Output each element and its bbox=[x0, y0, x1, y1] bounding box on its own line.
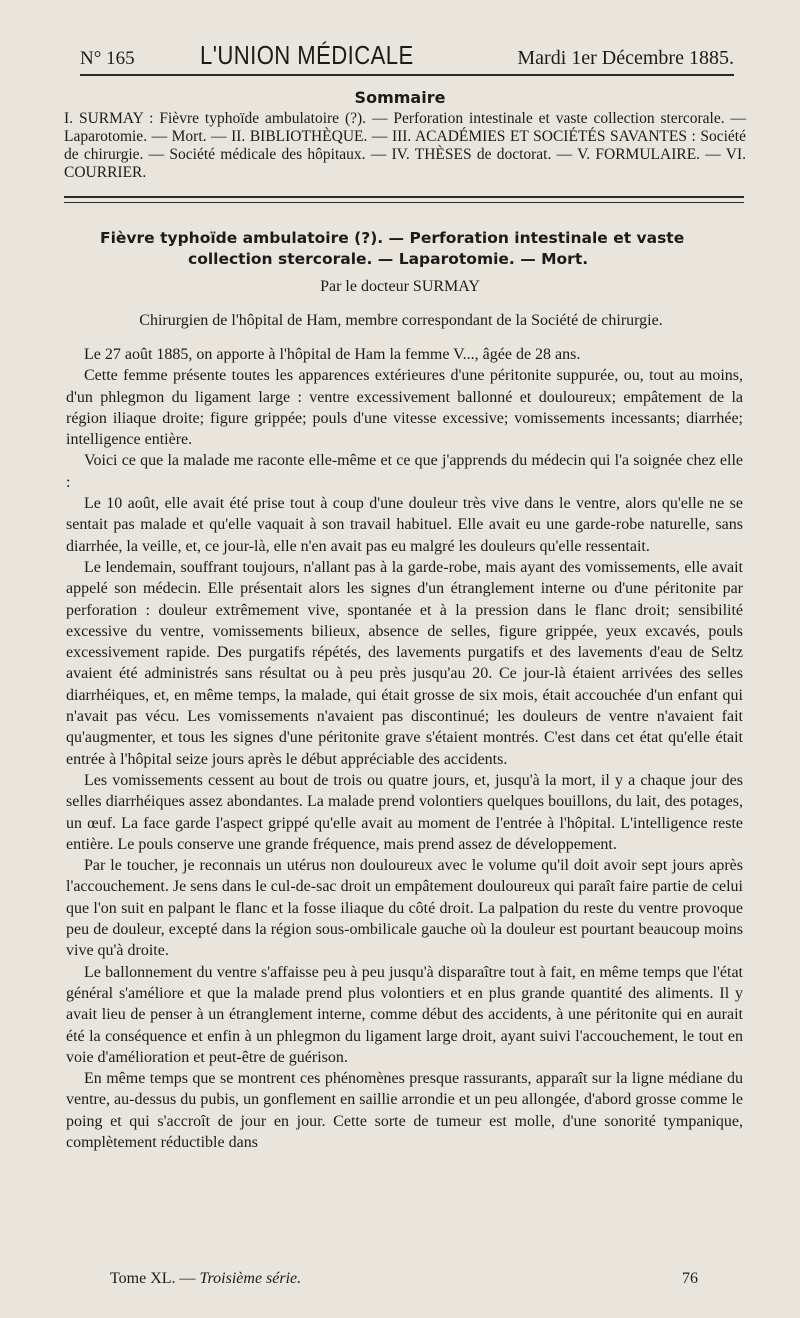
article-title-line-1: Fièvre typhoïde ambulatoire (?). — Perforation intestinale et vaste bbox=[100, 229, 685, 247]
issue-number: N° 165 bbox=[80, 48, 135, 69]
page-number: 76 bbox=[682, 1270, 698, 1287]
paragraph: Voici ce que la malade me raconte elle-même et ce que j'apprends du médecin qui l'a soignée chez elle : bbox=[66, 452, 743, 491]
article-author: Par le docteur SURMAY bbox=[320, 278, 480, 295]
paragraph: Le lendemain, souffrant toujours, n'allant pas à la garde-robe, mais ayant des vomissements, elle avait appelé son médecin. Elle présentait alors les signes d'un étranglement interne ou d'une péritonite par perforation : douleur extrêmement vive, spontanée et à la pression dans le flanc droit; sensibilité excessive du ventre, vomissements bilieux, absence de selles, figure grippée, yeux excavés, pouls excessivement rapide. Des purgatifs répétés, des lavements purgatifs et des lavements d'eau de Seltz avaient été administrés sans résultat ou à peu près jusqu'au 20. Ce jour-là étaient arrivées des selles diarrhéiques, et, en même temps, la malade, qui était grosse de six mois, était accouchée d'un enfant qui n'avait pas vécu. Les vomissements n'avaient pas discontinué; les douleurs de ventre n'avaient fait qu'augmenter, et tous les signes d'une péritonite grave s'étaient montrés. C'est dans cet état qu'elle était entrée à l'hôpital seize jours après le début appréciable des accidents. bbox=[66, 558, 743, 768]
article-body bbox=[66, 344, 743, 1153]
footer-series: Troisième série. bbox=[199, 1270, 302, 1287]
article-title bbox=[100, 228, 740, 270]
issue-date: Mardi 1er Décembre 1885. bbox=[517, 47, 734, 69]
paragraph: Le 27 août 1885, on apporte à l'hôpital de Ham la femme V..., âgée de 28 ans. bbox=[84, 346, 581, 363]
article-title-line-2: collection stercorale. — Laparotomie. — Mort. bbox=[188, 250, 589, 268]
page-header bbox=[80, 40, 734, 76]
summary-text: I. SURMAY : Fièvre typhoïde ambulatoire (?). — Perforation intestinale et vaste collection stercorale. — Laparotomie. — Mort. — II. BIBLIOTHÈQUE. — III. ACADÉMIES ET SOCIÉTÉS SAVANTES : Société de chirurgie. — Société médicale des hôpitaux. — IV. THÈSES de doctorat. — V. FORMULAIRE. — VI. COURRIER. bbox=[64, 110, 746, 181]
paragraph: Le ballonnement du ventre s'affaisse peu à peu jusqu'à disparaître tout à fait, en même temps que l'état général s'améliore et que la malade prend plus volontiers et en plus grande quantité des aliments. Il y avait lieu de penser à un étranglement interne, comme début des accidents, à une péritonite qui en aurait été la conséquence et enfin à un phlegmon du ligament large droit, ayant suivi l'accouchement, le tout en voie d'amélioration et peut-être de guérison. bbox=[66, 963, 743, 1066]
paragraph: Les vomissements cessent au bout de trois ou quatre jours, et, jusqu'à la mort, il y a chaque jour des selles diarrhéiques assez abondantes. La malade prend volontiers quelques bouillons, du lait, des potages, un œuf. La face garde l'aspect grippé qu'elle avait au moment de l'entrée à l'hôpital. L'intelligence reste entière. Le pouls conserve une grande fréquence, mais prend assez de développement. bbox=[66, 771, 743, 853]
double-rule-divider bbox=[64, 196, 744, 203]
paragraph: Cette femme présente toutes les apparences extérieures d'une péritonite suppurée, ou, tout au moins, d'un phlegmon du ligament large : ventre excessivement ballonné et douloureux; empâtement de la région iliaque droite; figure grippée; pouls d'une vitesse excessive; vomissements incessants; diarrhée; intelligence entière. bbox=[66, 367, 743, 449]
paragraph: Par le toucher, je reconnais un utérus non douloureux avec le volume qu'il doit avoir sept jours après l'accouchement. Je sens dans le cul-de-sac droit un empâtement douloureux qui paraît faire partie de celui que l'on suit en palpant le flanc et la fosse iliaque du côté droit. La palpation du reste du ventre provoque peu de douleur, excepté dans la région sous-ombilicale gauche où la douleur est pourtant beaucoup moins vive qu'à droite. bbox=[66, 857, 743, 960]
summary-title: Sommaire bbox=[354, 88, 446, 107]
page-footer bbox=[110, 1270, 698, 1288]
footer-volume bbox=[110, 1270, 301, 1288]
journal-title: L'UNION MÉDICALE bbox=[200, 40, 414, 70]
author-affiliation: Chirurgien de l'hôpital de Ham, membre correspondant de la Société de chirurgie. bbox=[139, 312, 663, 329]
paragraph: Le 10 août, elle avait été prise tout à coup d'une douleur très vive dans le ventre, alors qu'elle ne se sentait pas malade et qu'elle vaquait à son travail habituel. Elle avait eu une garde-robe naturelle, sans diarrhée, la veille, et, ce jour-là, elle n'en avait pas eu malgré les douleurs qu'elle ressentait. bbox=[66, 495, 743, 555]
paragraph: En même temps que se montrent ces phénomènes presque rassurants, apparaît sur la ligne médiane du ventre, au-dessus du pubis, un gonflement en saillie arrondie et un peu allongée, d'abord grosse comme le poing et qui s'accroît de jour en jour. Cette sorte de tumeur est molle, d'une sonorité tympanique, complètement réductible dans bbox=[66, 1070, 743, 1151]
footer-tome: Tome XL. — bbox=[110, 1270, 196, 1287]
